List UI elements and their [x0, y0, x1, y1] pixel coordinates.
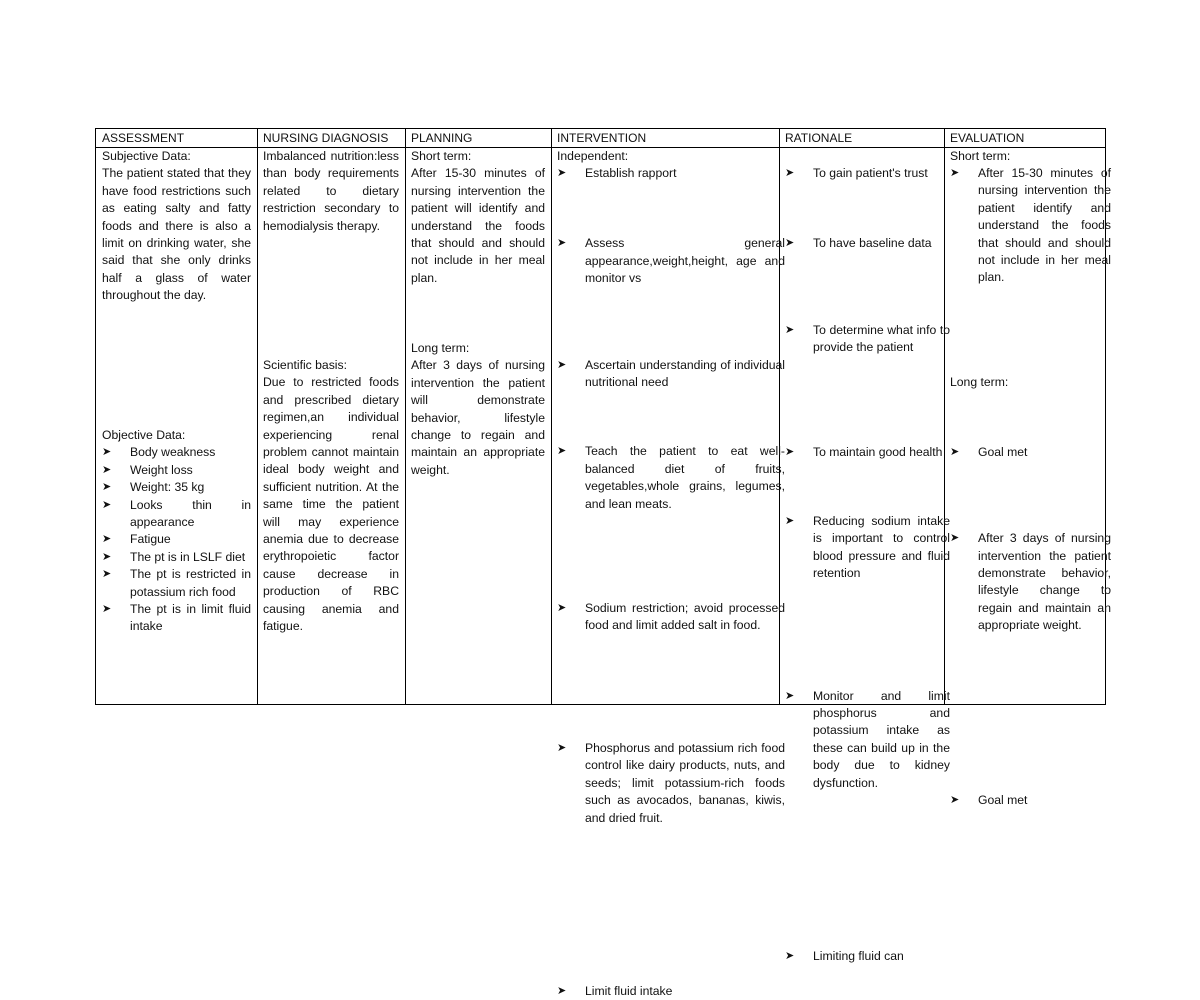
- subjective-title: Subjective Data:: [102, 149, 191, 163]
- list-item: ➤ After 3 days of nursing intervention the patient demonstrate behavior, lifestyle change to regain and maintain an appropriate weight.: [950, 531, 1111, 633]
- arrowhead-bullet-icon: ➤: [557, 237, 567, 250]
- subjective-data: [102, 148, 251, 305]
- objective-data: [102, 427, 251, 636]
- scientific-text: Due to restricted foods and prescribed dietary regimen,an individual experiencing renal problem cannot maintain ideal body weight and sufficient nutrition. At the same time the patient will may experience anemia due to decrease erythropoietic factor cause decrease in production of RBC causing anemia and fatigue.: [263, 375, 399, 634]
- scientific-title: Scientific basis:: [263, 358, 347, 372]
- planning-long-term: [411, 340, 545, 479]
- list-item: ➤ To maintain good health: [785, 444, 950, 461]
- list-item: ➤ The pt is in LSLF diet: [102, 549, 251, 566]
- list-item: ➤ Assess general appearance,weight,height, age and monitor vs: [557, 236, 785, 286]
- arrowhead-bullet-icon: ➤: [557, 358, 567, 371]
- list-item: ➤ Weight loss: [102, 462, 251, 479]
- arrowhead-bullet-icon: ➤: [950, 793, 960, 806]
- header-intervention: INTERVENTION: [557, 131, 647, 145]
- care-plan-table: [95, 128, 1111, 998]
- planning-column: [405, 148, 551, 704]
- arrowhead-bullet-icon: ➤: [102, 463, 112, 476]
- list-item: ➤ To have baseline data: [785, 235, 950, 252]
- arrowhead-bullet-icon: ➤: [557, 602, 567, 615]
- list-item: ➤ Sodium restriction; avoid processed food and limit added salt in food.: [557, 601, 785, 633]
- arrowhead-bullet-icon: ➤: [950, 532, 960, 545]
- list-item: ➤ The pt is in limit fluid intake: [102, 602, 251, 634]
- evaluation-short-title: Short term:: [950, 149, 1011, 163]
- arrowhead-bullet-icon: ➤: [102, 568, 112, 581]
- header-nursing-diagnosis: NURSING DIAGNOSIS: [263, 131, 389, 145]
- evaluation-long-title: Long term:: [950, 375, 1009, 389]
- arrowhead-bullet-icon: ➤: [785, 515, 795, 528]
- arrowhead-bullet-icon: ➤: [557, 167, 567, 179]
- planning-long-text: After 3 days of nursing intervention the patient will demonstrate behavior, lifestyle change to regain and maintain an appropriate weight.: [411, 358, 545, 477]
- list-item: ➤ Reducing sodium intake is important to control blood pressure and fluid retention: [785, 514, 950, 581]
- arrowhead-bullet-icon: ➤: [785, 167, 795, 179]
- arrowhead-bullet-icon: ➤: [785, 689, 795, 702]
- list-item: ➤ Phosphorus and potassium rich food control like dairy products, nuts, and seeds; limit potassium-rich foods such as avocados, bananas, kiwis, and dried fruit.: [557, 740, 785, 825]
- arrowhead-bullet-icon: ➤: [950, 445, 960, 458]
- list-item: ➤ Limiting fluid can: [785, 948, 950, 965]
- list-item: ➤ Limit fluid intake: [557, 983, 785, 1000]
- planning-short-text: After 15-30 minutes of nursing intervention the patient will identify and understand the foods that should and should not include in her meal plan.: [411, 166, 545, 285]
- header-evaluation: EVALUATION: [950, 131, 1025, 145]
- arrowhead-bullet-icon: ➤: [102, 446, 112, 459]
- arrowhead-bullet-icon: ➤: [102, 533, 112, 546]
- evaluation-column: [944, 148, 1111, 807]
- list-item: ➤ Looks thin in appearance: [102, 497, 251, 530]
- list-item: ➤ Goal met: [950, 444, 1111, 461]
- list-item: ➤ The pt is restricted in potassium rich food: [102, 567, 251, 599]
- list-item: ➤ Weight: 35 kg: [102, 479, 251, 496]
- list-item: ➤ Fatigue: [102, 531, 251, 548]
- list-item: ➤ Ascertain understanding of individual nutritional need: [557, 357, 785, 390]
- arrowhead-bullet-icon: ➤: [785, 323, 795, 336]
- arrowhead-bullet-icon: ➤: [785, 237, 795, 250]
- list-item: ➤ Body weakness: [102, 444, 251, 461]
- list-item: ➤ Monitor and limit phosphorus and potassium intake as these can build up in the body due to kidney dysfunction.: [785, 688, 950, 790]
- list-item: ➤ Teach the patient to eat well-balanced diet of fruits, vegetables,whole grains, legumes, and lean meats.: [557, 444, 785, 511]
- planning-long-title: Long term:: [411, 341, 470, 355]
- arrowhead-bullet-icon: ➤: [102, 481, 112, 494]
- arrowhead-bullet-icon: ➤: [557, 741, 567, 754]
- assessment-column: [96, 148, 257, 704]
- arrowhead-bullet-icon: ➤: [102, 498, 112, 511]
- intervention-column: [551, 148, 785, 998]
- list-item: ➤ After 15-30 minutes of nursing intervention the patient identify and understand the foods that should and should not include in her meal plan.: [950, 166, 1111, 285]
- header-planning: PLANNING: [411, 131, 473, 145]
- planning-short-title: Short term:: [411, 149, 472, 163]
- diagnosis-text: Imbalanced nutrition:less than body requirements related to dietary restriction secondary to hemodialysis therapy.: [263, 149, 399, 233]
- subjective-text: The patient stated that they have food restrictions such as eating salty and fatty foods and there is also a limit on drinking water, she said that she only drinks half a glass of water throughout the day.: [102, 166, 251, 303]
- objective-title: Objective Data:: [102, 428, 186, 442]
- rationale-column: [779, 148, 950, 964]
- list-item: ➤ Establish rapport: [557, 165, 785, 182]
- list-item: ➤ To gain patient's trust: [785, 165, 950, 182]
- diagnosis-column: [257, 148, 405, 704]
- arrowhead-bullet-icon: ➤: [102, 603, 112, 616]
- arrowhead-bullet-icon: ➤: [950, 167, 960, 179]
- planning-short-term: [411, 148, 545, 287]
- arrowhead-bullet-icon: ➤: [557, 445, 567, 458]
- header-assessment: ASSESSMENT: [102, 131, 185, 145]
- arrowhead-bullet-icon: ➤: [785, 445, 795, 458]
- arrowhead-bullet-icon: ➤: [102, 550, 112, 563]
- intervention-title: Independent:: [557, 149, 629, 163]
- list-item: ➤ Goal met: [950, 792, 1111, 809]
- header-rationale: RATIONALE: [785, 131, 853, 145]
- list-item: ➤ To determine what info to provide the patient: [785, 322, 950, 355]
- scientific-basis: [263, 357, 399, 636]
- header-row: [96, 129, 1105, 148]
- arrowhead-bullet-icon: ➤: [557, 984, 567, 997]
- arrowhead-bullet-icon: ➤: [785, 950, 795, 963]
